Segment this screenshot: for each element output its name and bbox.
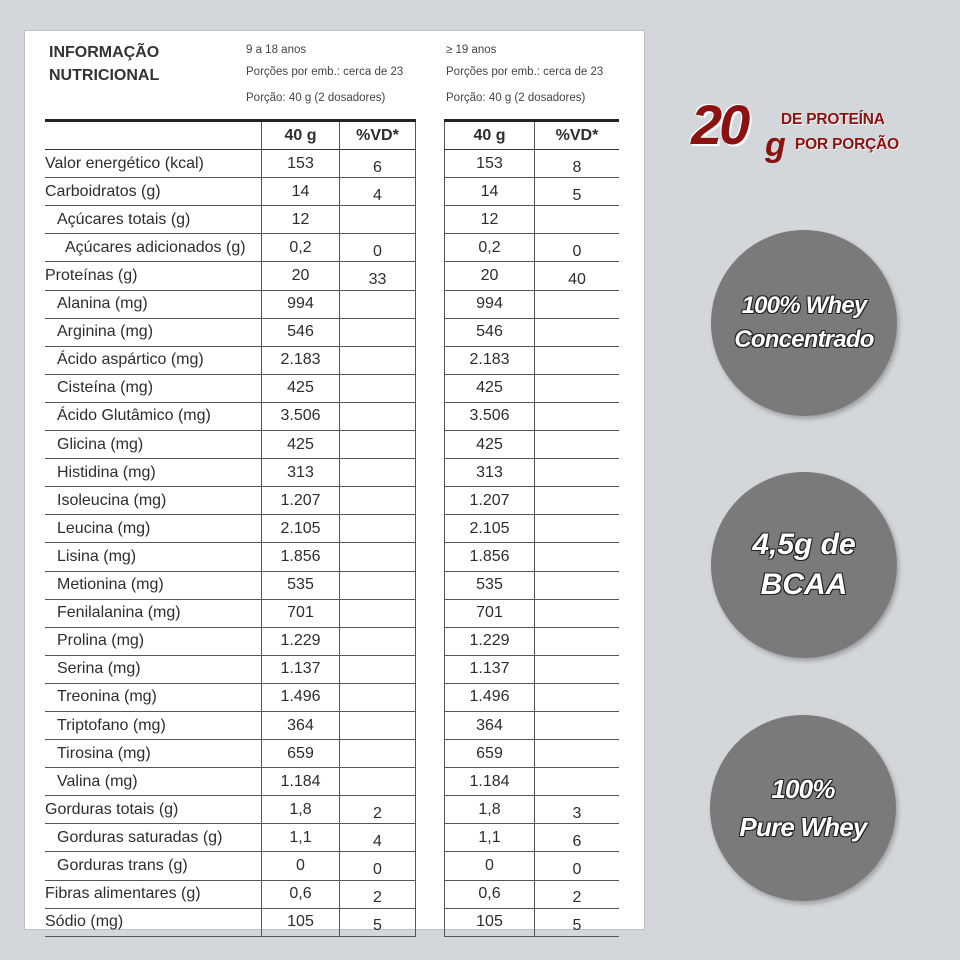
protein-badge	[689, 93, 914, 176]
value-adults: 701	[445, 599, 535, 627]
table-row	[45, 599, 619, 627]
vd-children	[340, 178, 416, 206]
table-row	[45, 346, 619, 374]
row-gap	[416, 262, 445, 290]
table-row	[45, 796, 619, 824]
title-line-2: NUTRICIONAL	[49, 67, 160, 84]
vd-children	[340, 318, 416, 346]
nutrition-title	[49, 41, 239, 87]
vd-children-text: 5	[373, 917, 382, 935]
value-children: 105	[262, 908, 340, 936]
group2-portions: Porções por emb.: cerca de 23	[446, 66, 604, 78]
vd-adults	[535, 150, 620, 178]
row-label: Triptofano (mg)	[45, 711, 262, 739]
table-row	[45, 178, 619, 206]
vd-adults	[535, 768, 620, 796]
vd-children-text: 6	[373, 158, 382, 176]
whey-concentrate-circle	[711, 230, 897, 416]
value-adults: 546	[445, 318, 535, 346]
vd-adults-text: 0	[572, 242, 582, 260]
row-label: Lisina (mg)	[45, 543, 262, 571]
group1-age: 9 a 18 anos	[246, 44, 307, 56]
table-row	[45, 711, 619, 739]
nutrition-facts-panel	[24, 30, 645, 935]
vd-adults-text: 3	[572, 804, 582, 822]
vd-adults-text: 5	[572, 917, 582, 935]
vd-adults	[535, 178, 620, 206]
row-label: Sódio (mg)	[45, 908, 262, 936]
vd-adults	[535, 908, 620, 936]
row-label: Valor energético (kcal)	[45, 150, 262, 178]
table-row	[45, 318, 619, 346]
table-row	[45, 908, 619, 936]
row-gap	[416, 824, 445, 852]
vd-children	[340, 655, 416, 683]
row-label: Fibras alimentares (g)	[45, 880, 262, 908]
vd-adults-text: 0	[572, 860, 582, 878]
value-children: 425	[262, 374, 340, 402]
header-amount-children: 40 g	[262, 121, 340, 150]
value-adults: 2.105	[445, 515, 535, 543]
value-adults: 313	[445, 459, 535, 487]
table-row	[45, 206, 619, 234]
row-label: Gorduras saturadas (g)	[45, 824, 262, 852]
vd-adults	[535, 402, 620, 430]
table-header-row	[45, 121, 619, 150]
value-children: 12	[262, 206, 340, 234]
vd-children	[340, 150, 416, 178]
value-children: 20	[262, 262, 340, 290]
vd-adults	[535, 234, 620, 262]
row-gap	[416, 711, 445, 739]
value-adults: 0,2	[445, 234, 535, 262]
header-empty	[45, 121, 262, 150]
header-vd-adults: %VD*	[535, 121, 620, 150]
row-label: Arginina (mg)	[45, 318, 262, 346]
vd-children	[340, 627, 416, 655]
value-children: 1.229	[262, 627, 340, 655]
row-gap	[416, 402, 445, 430]
row-gap	[416, 150, 445, 178]
group2-serving: Porção: 40 g (2 dosadores)	[446, 92, 586, 104]
vd-children	[340, 515, 416, 543]
table-row	[45, 824, 619, 852]
protein-line1: DE PROTEÍNA	[781, 111, 885, 128]
header-gap	[416, 121, 445, 150]
value-adults: 1.229	[445, 627, 535, 655]
vd-children	[340, 402, 416, 430]
value-children: 1.856	[262, 543, 340, 571]
vd-children-text: 2	[373, 889, 382, 907]
group1-serving: Porção: 40 g (2 dosadores)	[246, 92, 386, 104]
vd-adults	[535, 515, 620, 543]
row-gap	[416, 346, 445, 374]
value-adults: 535	[445, 571, 535, 599]
value-children: 14	[262, 178, 340, 206]
vd-children	[340, 571, 416, 599]
table-row	[45, 402, 619, 430]
row-gap	[416, 655, 445, 683]
value-children: 1.496	[262, 683, 340, 711]
bcaa-circle	[711, 472, 897, 658]
vd-children	[340, 206, 416, 234]
table-row	[45, 515, 619, 543]
vd-children-text: 0	[373, 860, 382, 878]
value-children: 0,6	[262, 880, 340, 908]
vd-adults	[535, 459, 620, 487]
vd-adults-text: 8	[572, 158, 582, 176]
header-amount-adults: 40 g	[445, 121, 535, 150]
vd-children	[340, 683, 416, 711]
row-gap	[416, 431, 445, 459]
table-row	[45, 880, 619, 908]
value-adults: 0,6	[445, 880, 535, 908]
value-adults: 1.496	[445, 683, 535, 711]
vd-children	[340, 796, 416, 824]
value-children: 0	[262, 852, 340, 880]
value-adults: 0	[445, 852, 535, 880]
group1-portions: Porções por emb.: cerca de 23	[246, 66, 404, 78]
row-gap	[416, 683, 445, 711]
value-adults: 20	[445, 262, 535, 290]
nutrition-table	[45, 119, 619, 937]
value-children: 2.183	[262, 346, 340, 374]
row-label: Ácido Glutâmico (mg)	[45, 402, 262, 430]
protein-line2: POR PORÇÃO	[795, 136, 899, 153]
value-adults: 364	[445, 711, 535, 739]
vd-children	[340, 487, 416, 515]
row-label: Treonina (mg)	[45, 683, 262, 711]
row-gap	[416, 234, 445, 262]
row-gap	[416, 880, 445, 908]
value-children: 701	[262, 599, 340, 627]
vd-children	[340, 431, 416, 459]
table-row	[45, 768, 619, 796]
vd-children-text: 33	[368, 271, 387, 289]
row-label: Ácido aspártico (mg)	[45, 346, 262, 374]
value-adults: 425	[445, 374, 535, 402]
row-label: Serina (mg)	[45, 655, 262, 683]
value-adults: 1,1	[445, 824, 535, 852]
value-children: 546	[262, 318, 340, 346]
vd-children-text: 2	[373, 804, 382, 822]
value-children: 994	[262, 290, 340, 318]
vd-children	[340, 908, 416, 936]
vd-adults	[535, 571, 620, 599]
table-row	[45, 290, 619, 318]
row-label: Valina (mg)	[45, 768, 262, 796]
vd-adults-text: 6	[572, 832, 582, 850]
circle1-line2: Concentrado	[734, 326, 874, 353]
value-children: 153	[262, 150, 340, 178]
table-row	[45, 683, 619, 711]
vd-children-text: 4	[373, 832, 382, 850]
value-children: 1.184	[262, 768, 340, 796]
vd-adults	[535, 318, 620, 346]
value-adults: 105	[445, 908, 535, 936]
value-adults: 994	[445, 290, 535, 318]
vd-children	[340, 543, 416, 571]
row-label: Carboidratos (g)	[45, 178, 262, 206]
pure-whey-circle	[710, 715, 896, 901]
vd-adults-text: 5	[572, 186, 582, 204]
vd-adults	[535, 740, 620, 768]
vd-children	[340, 290, 416, 318]
group2-age: ≥ 19 anos	[446, 44, 497, 56]
vd-adults	[535, 852, 620, 880]
vd-adults	[535, 796, 620, 824]
row-gap	[416, 487, 445, 515]
value-children: 535	[262, 571, 340, 599]
row-gap	[416, 374, 445, 402]
table-row	[45, 487, 619, 515]
circle2-line2: BCAA	[760, 568, 848, 601]
value-children: 1.137	[262, 655, 340, 683]
value-children: 659	[262, 740, 340, 768]
row-gap	[416, 740, 445, 768]
vd-adults	[535, 262, 620, 290]
row-gap	[416, 852, 445, 880]
group-info-children	[246, 39, 403, 109]
vd-adults	[535, 374, 620, 402]
row-label: Tirosina (mg)	[45, 740, 262, 768]
row-label: Fenilalanina (mg)	[45, 599, 262, 627]
value-adults: 1.184	[445, 768, 535, 796]
vd-children	[340, 374, 416, 402]
vd-adults	[535, 290, 620, 318]
table-row	[45, 150, 619, 178]
table-row	[45, 374, 619, 402]
table-row	[45, 740, 619, 768]
vd-adults	[535, 431, 620, 459]
table-row	[45, 262, 619, 290]
row-gap	[416, 178, 445, 206]
vd-adults	[535, 711, 620, 739]
table-row	[45, 543, 619, 571]
circle1-line1: 100% Whey	[741, 292, 867, 319]
row-label: Leucina (mg)	[45, 515, 262, 543]
row-label: Histidina (mg)	[45, 459, 262, 487]
vd-children	[340, 346, 416, 374]
vd-adults	[535, 824, 620, 852]
title-line-1: INFORMAÇÃO	[49, 44, 160, 61]
value-adults: 425	[445, 431, 535, 459]
vd-children	[340, 768, 416, 796]
vd-adults	[535, 599, 620, 627]
value-children: 1.207	[262, 487, 340, 515]
value-adults: 1,8	[445, 796, 535, 824]
row-label: Alanina (mg)	[45, 290, 262, 318]
value-children: 425	[262, 431, 340, 459]
circle2-line1: 4,5g de	[752, 528, 856, 561]
value-children: 364	[262, 711, 340, 739]
row-label: Gorduras trans (g)	[45, 852, 262, 880]
vd-children-text: 0	[373, 242, 382, 260]
vd-children	[340, 459, 416, 487]
protein-unit: g	[765, 126, 786, 164]
row-gap	[416, 459, 445, 487]
circle3-line1: 100%	[771, 774, 835, 804]
row-gap	[416, 627, 445, 655]
value-children: 1,8	[262, 796, 340, 824]
vd-children	[340, 262, 416, 290]
row-label: Metionina (mg)	[45, 571, 262, 599]
vd-adults	[535, 627, 620, 655]
row-label: Gorduras totais (g)	[45, 796, 262, 824]
vd-children	[340, 711, 416, 739]
row-gap	[416, 599, 445, 627]
value-children: 313	[262, 459, 340, 487]
value-adults: 659	[445, 740, 535, 768]
table-row	[45, 234, 619, 262]
vd-adults	[535, 683, 620, 711]
vd-adults	[535, 487, 620, 515]
row-gap	[416, 515, 445, 543]
vd-children-text: 4	[373, 186, 382, 204]
vd-children	[340, 880, 416, 908]
vd-children	[340, 599, 416, 627]
value-adults: 1.137	[445, 655, 535, 683]
value-children: 0,2	[262, 234, 340, 262]
row-gap	[416, 796, 445, 824]
table-row	[45, 627, 619, 655]
vd-adults	[535, 543, 620, 571]
value-adults: 1.856	[445, 543, 535, 571]
vd-children	[340, 852, 416, 880]
vd-adults	[535, 346, 620, 374]
row-gap	[416, 318, 445, 346]
vd-children	[340, 824, 416, 852]
row-gap	[416, 543, 445, 571]
value-adults: 153	[445, 150, 535, 178]
vd-adults	[535, 206, 620, 234]
value-adults: 3.506	[445, 402, 535, 430]
row-label: Açúcares totais (g)	[45, 206, 262, 234]
vd-children	[340, 740, 416, 768]
circle3-line2: Pure Whey	[739, 812, 867, 842]
value-adults: 14	[445, 178, 535, 206]
value-adults: 1.207	[445, 487, 535, 515]
vd-adults	[535, 880, 620, 908]
vd-adults	[535, 655, 620, 683]
value-adults: 2.183	[445, 346, 535, 374]
vd-children	[340, 234, 416, 262]
table-row	[45, 459, 619, 487]
row-gap	[416, 206, 445, 234]
row-gap	[416, 571, 445, 599]
row-gap	[416, 768, 445, 796]
row-label: Proteínas (g)	[45, 262, 262, 290]
row-label: Prolina (mg)	[45, 627, 262, 655]
row-gap	[416, 290, 445, 318]
value-children: 2.105	[262, 515, 340, 543]
row-label: Glicina (mg)	[45, 431, 262, 459]
vd-adults-text: 2	[572, 889, 582, 907]
table-row	[45, 852, 619, 880]
table-row	[45, 655, 619, 683]
group-info-adults	[446, 39, 603, 109]
value-children: 1,1	[262, 824, 340, 852]
value-adults: 12	[445, 206, 535, 234]
protein-number: 20	[691, 93, 748, 156]
row-label: Açúcares adicionados (g)	[45, 234, 262, 262]
table-row	[45, 431, 619, 459]
header-vd-children: %VD*	[340, 121, 416, 150]
row-gap	[416, 908, 445, 936]
row-label: Isoleucina (mg)	[45, 487, 262, 515]
vd-adults-text: 40	[568, 271, 586, 289]
table-row	[45, 571, 619, 599]
value-children: 3.506	[262, 402, 340, 430]
row-label: Cisteína (mg)	[45, 374, 262, 402]
